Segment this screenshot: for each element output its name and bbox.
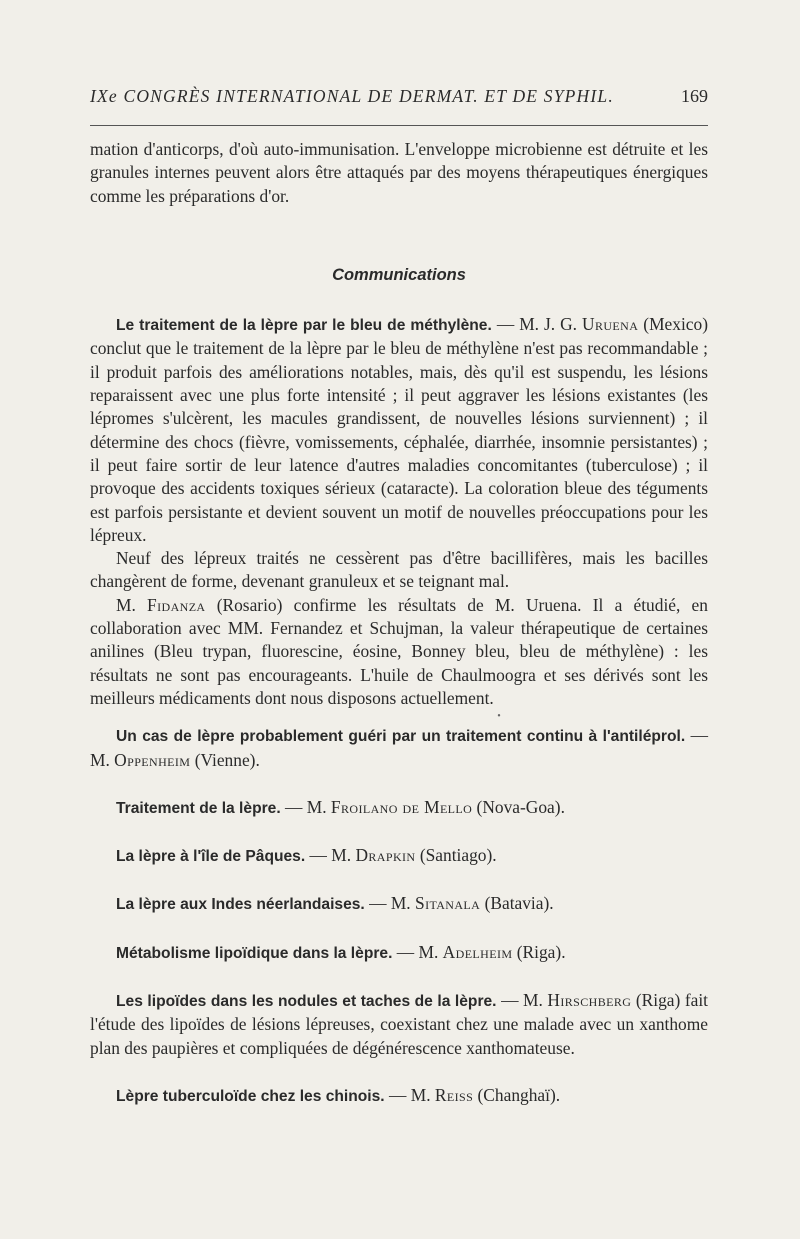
entry-sep: — M. bbox=[392, 941, 443, 962]
entry-text: (Riga) fait l'étude des lipoïdes de lésions lépreuses, coexistant chez une malade avec un xanthome plan des paupières et compliquées de dégénérescence xanthomateuse. bbox=[90, 990, 709, 1058]
entry-1 bbox=[90, 313, 708, 547]
intro-paragraph: mation d'anticorps, d'où auto-immunisation. L'enveloppe microbienne est détruite et les granules internes peuvent alors être attaqués par des moyens thérapeutiques énergiques comme les préparations d'or. bbox=[90, 139, 708, 206]
entry-author: Adelheim bbox=[442, 941, 513, 962]
running-header bbox=[90, 86, 708, 107]
entry-author: Froilano de Mello bbox=[330, 796, 473, 817]
entry-5 bbox=[90, 892, 708, 916]
entry-7 bbox=[90, 989, 708, 1060]
entry-title: Un cas de lèpre probablement guéri par un traitement continu à l'antiléprol. bbox=[116, 728, 686, 746]
entry-8 bbox=[90, 1084, 708, 1108]
entry-1-paragraph-2: Neuf des lépreux traités ne cessèrent pas d'être bacillifères, mais les bacilles changèrent de forme, devenant granuleux et se teignant mal. bbox=[90, 548, 708, 592]
stray-mark: • bbox=[497, 711, 501, 723]
entry-place: (Riga). bbox=[512, 941, 566, 962]
entry-title: La lèpre à l'île de Pâques. bbox=[116, 848, 306, 866]
entry-title: Métabolisme lipoïdique dans la lèpre. bbox=[116, 944, 393, 962]
entry-sep: — M. bbox=[305, 845, 356, 866]
entry-title: Le traitement de la lèpre par le bleu de méthylène. bbox=[116, 317, 492, 335]
entry-author: Drapkin bbox=[355, 845, 416, 866]
entry-place: (Batavia). bbox=[480, 893, 554, 914]
header-rule bbox=[90, 125, 708, 126]
entry-3 bbox=[90, 796, 708, 820]
entry-text: (Rosario) confirme les résultats de M. Uruena. Il a étudié, en collaboration avec MM. Fernandez et Schujman, la valeur thérapeutique de certaines anilines (Bleu trypan, fluorescine, éosine, Bonney bleu, bleu de méthylène) : les résultats ne sont pas encourageants. L'huile de Chaulmoogra et ses dérivés sont les meilleurs médicaments dont nous disposons actuellement. bbox=[90, 594, 708, 708]
entry-text: (Mexico) conclut que le traitement de la lèpre par le bleu de méthylène n'est pas recommandable ; il produit parfois des améliorations notables, mais, dès qu'il est suspendu, les lésions reparaissent avec une plus forte intensité ; il peut aggraver les lésions existantes (les lépromes s'ulcèrent, les macules grandissent, de nouvelles lésions surviennent) ; il détermine des chocs (fièvre, vomissements, céphalée, diarrhée, insomnie persistantes) ; il peut faire sortir de leur latence d'autres maladies concomitantes (tuberculose) ; il provoque des accidents toxiques sérieux (cataracte). La coloration bleue des téguments est parfois persistante et devient souvent un motif de nouvelles préoccupations pour les lépreux. bbox=[90, 314, 708, 545]
entry-place: (Nova-Goa). bbox=[472, 796, 565, 817]
entry-6 bbox=[90, 941, 708, 965]
entry-sep: — M. bbox=[364, 893, 415, 914]
running-title: IXe CONGRÈS INTERNATIONAL DE DERMAT. ET DE SYPHIL. bbox=[90, 86, 614, 106]
entry-title: Les lipoïdes dans les nodules et taches de la lèpre. bbox=[116, 993, 497, 1011]
entry-place: (Santiago). bbox=[415, 845, 497, 866]
entry-sep: — M. bbox=[90, 725, 708, 770]
section-title: Communications bbox=[332, 265, 466, 284]
entry-author: Hirschberg bbox=[547, 990, 632, 1011]
page-number: 169 bbox=[681, 86, 708, 106]
entry-title: Traitement de la lèpre. bbox=[116, 799, 281, 817]
entry-sep: — M. bbox=[496, 990, 548, 1011]
entry-sep: — M. bbox=[384, 1084, 435, 1105]
entry-author: Oppenheim bbox=[114, 749, 191, 770]
entry-place: (Vienne). bbox=[190, 749, 260, 770]
entry-author: Reiss bbox=[434, 1084, 474, 1105]
entry-author: Sitanala bbox=[415, 893, 481, 914]
entry-title: La lèpre aux Indes néerlandaises. bbox=[116, 896, 365, 914]
entry-4 bbox=[90, 844, 708, 868]
entry-sep: — M. bbox=[280, 796, 331, 817]
entry-title: Lèpre tuberculoïde chez les chinois. bbox=[116, 1087, 385, 1105]
body-text bbox=[90, 138, 708, 1108]
entry-2 bbox=[90, 724, 708, 772]
entry-sep: — M. J. G. bbox=[491, 314, 582, 335]
entry-place: (Changhaï). bbox=[473, 1084, 561, 1105]
entry-author: Fidanza bbox=[147, 594, 206, 615]
entry-author: Uruena bbox=[582, 314, 639, 335]
entry-1-paragraph-3 bbox=[90, 594, 708, 710]
entry-prefix: M. bbox=[116, 594, 148, 615]
